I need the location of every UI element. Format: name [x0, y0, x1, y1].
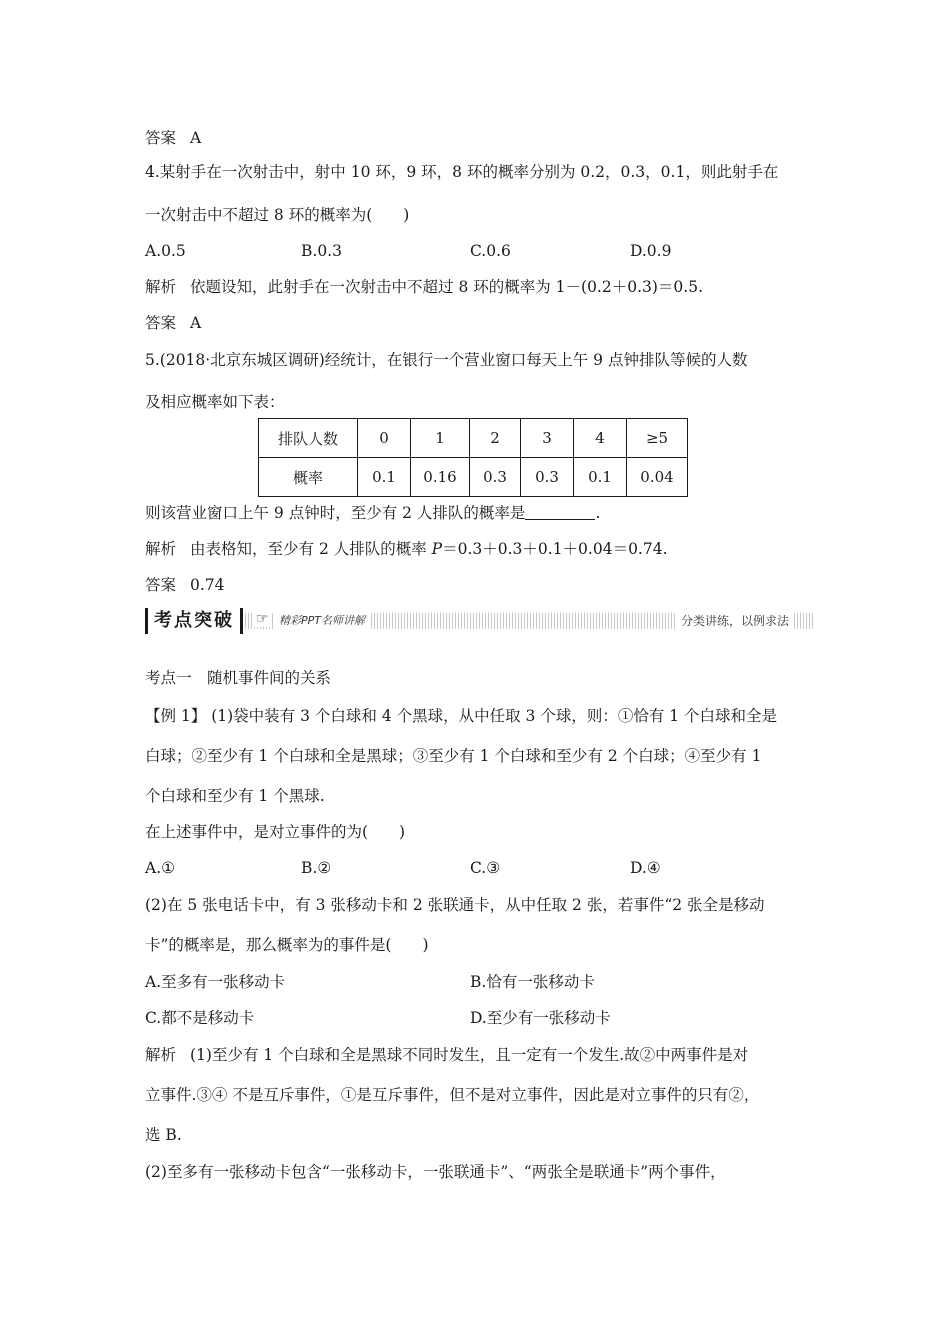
example-analysis-line2: 立事件.③④ 不是互斥事件，①是互斥事件，但不是对立事件，因此是对立事件的只有②，: [145, 1086, 760, 1104]
table-cell: 0.1: [574, 458, 627, 497]
example2-option-c: C.都不是移动卡: [145, 1009, 255, 1027]
example1-line1: 【例 1】 (1)袋中装有 3 个白球和 4 个黑球，从中任取 3 个球，则：①恰有 1 个白球和全是: [145, 707, 778, 725]
table-cell: 3: [521, 419, 574, 458]
table-cell: 0.04: [627, 458, 688, 497]
pointing-hand-icon: ☞: [253, 611, 272, 627]
example2-option-d: D.至少有一张移动卡: [470, 1009, 611, 1027]
table-row: [259, 419, 688, 458]
banner-subtitle: 精彩PPT名师讲解: [275, 613, 369, 629]
q4-stem-line1: 4.某射手在一次射击中，射中 10 环，9 环，8 环的概率分别为 0.2，0.3，0.1，则此射手在: [145, 163, 779, 181]
table-cell: 0.3: [521, 458, 574, 497]
q4-option-b: B.0.3: [301, 242, 342, 260]
example1-line3: 个白球和至少有 1 个黑球.: [145, 787, 325, 805]
q5-stem-line3: 则该营业窗口上午 9 点钟时，至少有 2 人排队的概率是 .: [145, 504, 601, 522]
answer-blank: [525, 505, 595, 520]
table-cell: 0.3: [470, 458, 521, 497]
q4-option-c: C.0.6: [470, 242, 511, 260]
example1-line4: 在上述事件中，是对立事件的为( ): [145, 823, 406, 841]
table-cell: 排队人数: [259, 419, 358, 458]
q4-analysis: 解析 依题设知，此射手在一次射击中不超过 8 环的概率为 1－(0.2＋0.3)＝0.5.: [145, 278, 703, 296]
section-banner: [145, 608, 813, 634]
example-analysis-line4: (2)至多有一张移动卡包含“一张移动卡，一张联通卡”、“两张全是联通卡”两个事件，: [145, 1163, 726, 1181]
q5-answer: 答案 0.74: [145, 576, 225, 594]
table-cell: 概率: [259, 458, 358, 497]
q4-answer: 答案 A: [145, 314, 202, 332]
table-cell: 2: [470, 419, 521, 458]
q5-stem-line2: 及相应概率如下表：: [145, 393, 285, 411]
q5-analysis: 解析 由表格知，至少有 2 人排队的概率 P＝0.3＋0.3＋0.1＋0.04＝0.74.: [145, 540, 668, 558]
example2-option-b: B.恰有一张移动卡: [470, 973, 595, 991]
queue-probability-table: [258, 418, 688, 497]
section-heading: 考点一 随机事件间的关系: [145, 669, 332, 687]
previous-answer: 答案 A: [145, 129, 202, 147]
q4-option-a: A.0.5: [145, 242, 186, 260]
q4-stem-line2: 一次射击中不超过 8 环的概率为( ): [145, 206, 410, 224]
table-cell: 4: [574, 419, 627, 458]
example1-option-c: C.③: [470, 859, 501, 877]
example1-option-b: B.②: [301, 859, 332, 877]
example-analysis-line1: 解析 (1)至少有 1 个白球和全是黑球不同时发生，且一定有一个发生.故②中两事件是对: [145, 1046, 749, 1064]
banner-title: 考点突破: [145, 608, 243, 634]
example-analysis-line3: 选 B.: [145, 1126, 182, 1144]
banner-right-text: 分类讲练，以例求法: [677, 613, 793, 629]
q5-stem-line1: 5.(2018·北京东城区调研)经统计，在银行一个营业窗口每天上午 9 点钟排队等候的人数: [145, 351, 748, 369]
example1-option-d: D.④: [630, 859, 661, 877]
example2-line2: 卡”的概率是，那么概率为的事件是( ): [145, 936, 429, 954]
example1-line2: 白球；②至少有 1 个白球和全是黑球；③至少有 1 个白球和至少有 2 个白球；④至少有 1: [145, 747, 762, 765]
table-cell: 0.16: [411, 458, 470, 497]
table-cell: ≥5: [627, 419, 688, 458]
table-cell: 1: [411, 419, 470, 458]
example2-line1: (2)在 5 张电话卡中，有 3 张移动卡和 2 张联通卡，从中任取 2 张，若事件“2 张全是移动: [145, 896, 765, 914]
example2-option-a: A.至多有一张移动卡: [145, 973, 286, 991]
q4-option-d: D.0.9: [630, 242, 672, 260]
example1-option-a: A.①: [145, 859, 176, 877]
table-row: [259, 458, 688, 497]
table-cell: 0: [358, 419, 411, 458]
table-cell: 0.1: [358, 458, 411, 497]
